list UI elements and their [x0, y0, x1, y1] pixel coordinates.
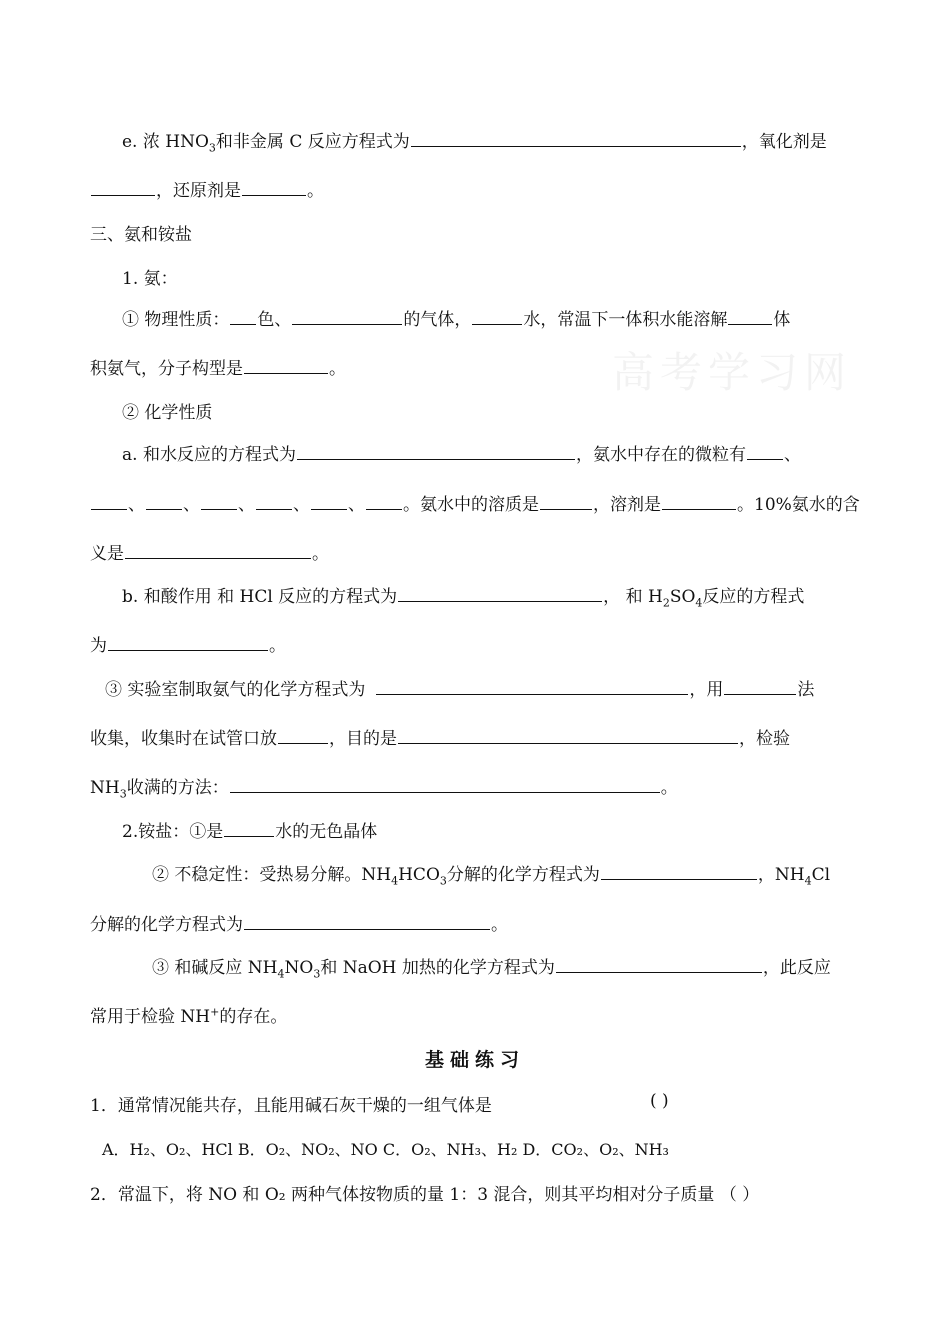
line-d2: 分解的化学方程式为 。	[90, 915, 508, 935]
line-e2: ，还原剂是 。	[90, 176, 862, 201]
line-a3: 义是 。	[90, 544, 329, 564]
line-f1: ③ 和碱反应 $NH_4NO_3$和 NaOH 加热的化学方程式为 ，此反应	[152, 958, 831, 981]
line-a1: a. 和水反应的方程式为 ，氨水中存在的微粒有 、	[122, 445, 801, 465]
line-d1: ② 不稳定性：受热易分解。$NH_4HCO_3$分解的化学方程式为 ，$NH_4Cl$	[152, 865, 831, 888]
line-c2: 收集，收集时在试管口放 ，目的是 ，检验	[90, 729, 790, 749]
line-a2: 、 、 、 、 、 。氨水中的溶质是 ，溶剂是 。10%氨水的含	[90, 490, 862, 515]
line-physical: ① 物理性质： 色、 的气体， 水，常温下一体积水能溶解 体	[122, 310, 791, 330]
line-salts: 2.铵盐：①是 水的无色晶体	[122, 822, 378, 842]
line-c3: $NH_3$收满的方法： 。	[90, 778, 678, 801]
line-physical-2: 积氨气，分子构型是 。	[90, 359, 346, 379]
subheading-ammonia: 1. 氨：	[122, 269, 178, 289]
watermark: 高考学习网	[612, 348, 853, 397]
practice-title: 基础练习	[424, 1049, 525, 1071]
subheading-chem: ② 化学性质	[122, 403, 213, 423]
line-f2: 常用于检验 NH+的存在。	[90, 1005, 288, 1027]
line-e1: e. 浓 $HNO_3$和非金属 C 反应方程式为 ，氧化剂是	[122, 132, 827, 155]
question-1-options: A．H₂、O₂、HCl B．O₂、NO₂、NO C．O₂、NH₃、H₂ D．CO₂、O₂、NH₃	[102, 1140, 669, 1159]
answer-paren: ( )	[650, 1091, 669, 1111]
line-b2: 为 。	[90, 636, 286, 656]
line-c1: ③ 实验室制取氨气的化学方程式为 ，用 法	[105, 680, 815, 700]
question-1: 1．通常情况能共存，且能用碱石灰干燥的一组气体是 ( )	[90, 1091, 669, 1116]
section-heading: 三、氨和铵盐	[90, 225, 192, 245]
question-2: 2．常温下，将 NO 和 O₂ 两种气体按物质的量 1：3 混合，则其平均相对分子质量 （ ）	[90, 1185, 760, 1205]
line-b1: b. 和酸作用 和 HCl 反应的方程式为 ， 和 $H_2SO_4$反应的方程式	[122, 587, 805, 610]
